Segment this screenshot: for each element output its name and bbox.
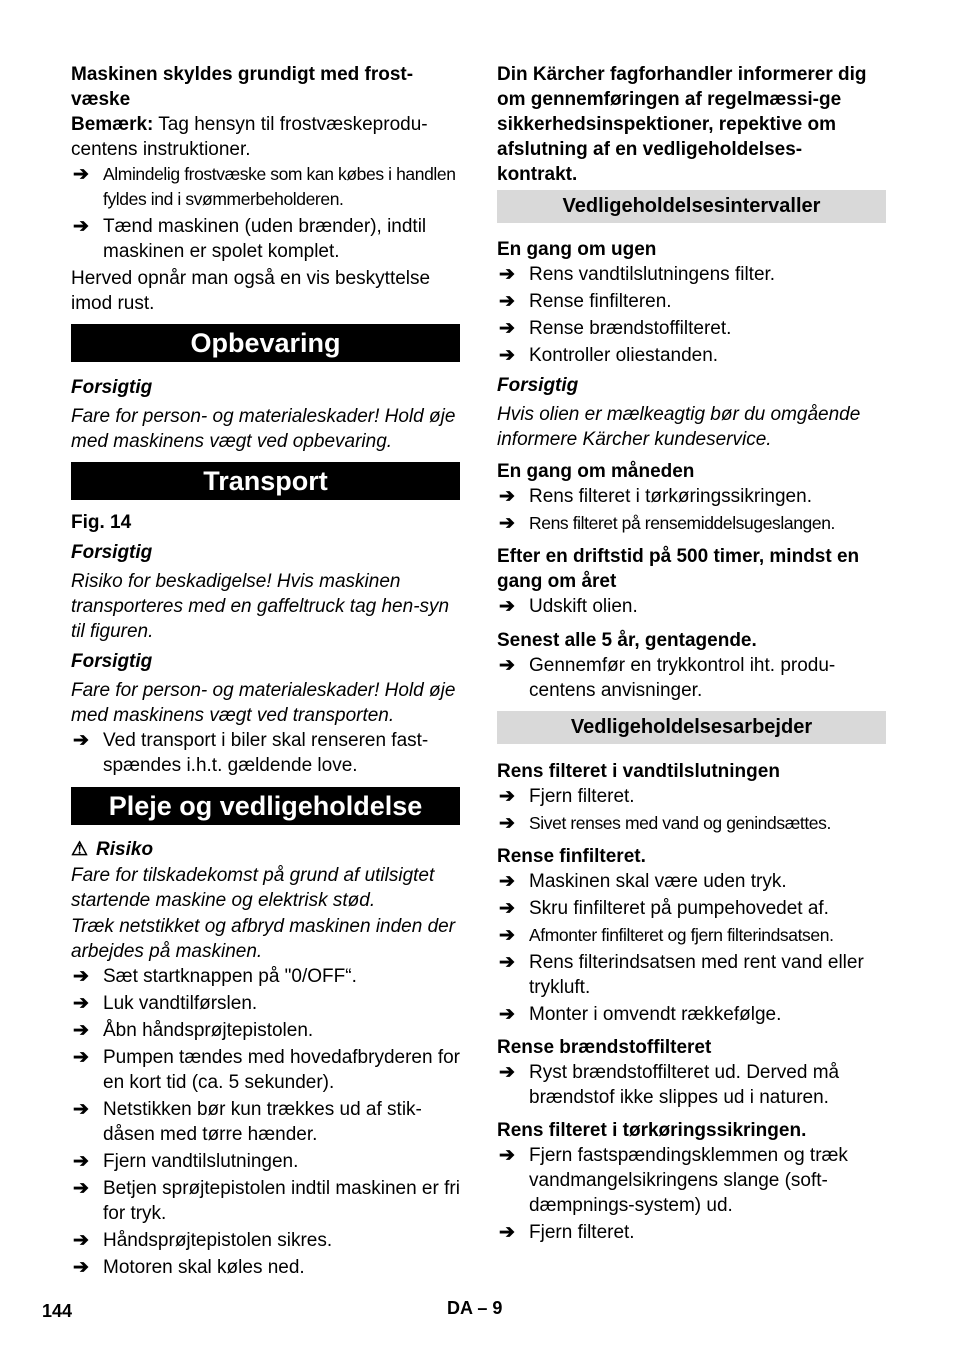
- section-heading-care: Pleje og vedligeholdelse: [71, 787, 460, 825]
- language-code: DA: [447, 1298, 473, 1318]
- list-item-text: Kontroller oliestanden.: [529, 345, 719, 366]
- list-item: [71, 728, 460, 778]
- dealer-paragraph: Din Kärcher fagforhandler informerer dig om gennemføringen af regelmæssi-ge sikkerhedsinspektioner, repektive om afslutning af en vedligeholdelses-kontrakt.: [497, 64, 867, 185]
- list-item-text: Sæt startknappen på "0/OFF“.: [103, 966, 357, 987]
- list-item-text: Maskinen skal være uden tryk.: [529, 871, 787, 892]
- arrow-right-icon: ➔: [499, 264, 515, 285]
- list-item-text: Udskift olien.: [529, 596, 638, 617]
- arrow-right-icon: ➔: [499, 1062, 515, 1083]
- arrow-right-icon: ➔: [73, 164, 89, 185]
- section-heading-work: Vedligeholdelsesarbejder: [497, 711, 886, 744]
- list-item: [71, 1097, 460, 1147]
- list-item-text: Fjern fastspændingsklemmen og træk vandmangelsikringens slange (soft-dæmpnings-system) ud.: [529, 1145, 848, 1216]
- section-page-label: DA – 9: [447, 1298, 503, 1318]
- note-label: Bemærk:: [71, 114, 154, 135]
- arrow-right-icon: ➔: [499, 345, 515, 366]
- risk-text: Fare for tilskadekomst på grund af utilsigtet startende maskine og elektrisk stød.: [71, 865, 435, 911]
- subheading-fine-filter: Rense finfilteret.: [497, 846, 646, 867]
- arrow-right-icon: ➔: [499, 486, 515, 507]
- subheading-5-years: Senest alle 5 år, gentagende.: [497, 630, 757, 651]
- arrow-right-icon: ➔: [73, 730, 89, 751]
- caution-text: Fare for person- og materialeskader! Hold øje med maskinens vægt ved opbevaring.: [71, 406, 456, 452]
- subheading-water-filter: Rens filteret i vandtilslutningen: [497, 761, 780, 782]
- list-item: [71, 162, 460, 212]
- right-column: [497, 62, 886, 1245]
- arrow-right-icon: ➔: [499, 898, 515, 919]
- list-item: [497, 784, 886, 809]
- list-item-text: Fjern vandtilslutningen.: [103, 1151, 299, 1172]
- subheading-500-hours: Efter en driftstid på 500 timer, mindst en gang om året: [497, 546, 860, 592]
- arrow-right-icon: ➔: [73, 966, 89, 987]
- arrow-right-icon: ➔: [499, 1145, 515, 1166]
- list-item-text: Afmonter finfilteret og fjern filterindsatsen.: [529, 925, 834, 945]
- list-item-text: Gennemfør en trykkontrol iht. produ-centens anvisninger.: [529, 655, 836, 701]
- arrow-right-icon: ➔: [73, 1047, 89, 1068]
- frost-title: Maskinen skyldes grundigt med frost-væske: [71, 64, 414, 110]
- arrow-right-icon: ➔: [499, 813, 515, 834]
- subheading-fuel-filter: Rense brændstoffilteret: [497, 1037, 712, 1058]
- list-item-text: Netstikken bør kun trækkes ud af stik-dåsen med tørre hænder.: [103, 1099, 422, 1145]
- list-item: [497, 1002, 886, 1027]
- rust-paragraph: Herved opnår man også en vis beskyttelse imod rust.: [71, 268, 431, 314]
- list-item: [497, 262, 886, 287]
- list-item: [497, 1220, 886, 1245]
- list-item-text: Sivet renses med vand og genindsættes.: [529, 813, 831, 833]
- list-item-text: Ryst brændstoffilteret ud. Derved må brændstof ikke slippes ud i naturen.: [529, 1062, 840, 1108]
- arrow-right-icon: ➔: [499, 1222, 515, 1243]
- arrow-right-icon: ➔: [499, 1004, 515, 1025]
- list-item: [71, 1228, 460, 1253]
- list-item: [497, 289, 886, 314]
- figure-reference: Fig. 14: [71, 512, 132, 533]
- arrow-right-icon: ➔: [499, 513, 515, 534]
- list-item: [497, 1143, 886, 1218]
- list-item: [497, 653, 886, 703]
- list-item-text: Tænd maskinen (uden brænder), indtil maskinen er spolet komplet.: [103, 216, 427, 262]
- list-item: [497, 811, 886, 836]
- arrow-right-icon: ➔: [73, 1099, 89, 1120]
- list-item-text: Rense brændstoffilteret.: [529, 318, 732, 339]
- list-item-text: Luk vandtilførslen.: [103, 993, 258, 1014]
- risk-label: Risiko: [96, 839, 154, 860]
- list-item-text: Pumpen tændes med hovedafbryderen for en kort tid (ca. 5 sekunder).: [103, 1047, 460, 1093]
- arrow-right-icon: ➔: [499, 871, 515, 892]
- note-paragraph: [71, 112, 461, 162]
- arrow-right-icon: ➔: [499, 291, 515, 312]
- list-item: [497, 594, 886, 619]
- list-item: [71, 1176, 460, 1226]
- arrow-right-icon: ➔: [499, 952, 515, 973]
- list-item-text: Betjen sprøjtepistolen indtil maskinen er fri for tryk.: [103, 1178, 460, 1224]
- left-column: [71, 62, 460, 1280]
- arrow-right-icon: ➔: [499, 318, 515, 339]
- list-item: [71, 1045, 460, 1095]
- list-item: [497, 896, 886, 921]
- list-item-text: Åbn håndsprøjtepistolen.: [103, 1020, 314, 1041]
- list-item-text: Motoren skal køles ned.: [103, 1257, 305, 1278]
- arrow-right-icon: ➔: [73, 216, 89, 237]
- arrow-right-icon: ➔: [73, 993, 89, 1014]
- list-item-text: Rens filteret på rensemiddelsugeslangen.: [529, 513, 835, 533]
- list-item: [71, 991, 460, 1016]
- caution-text: Risiko for beskadigelse! Hvis maskinen transporteres med en gaffeltruck tag hen-syn til figuren.: [71, 571, 450, 642]
- section-heading-transport: Transport: [71, 462, 460, 500]
- caution-label: Forsigtig: [71, 542, 153, 563]
- list-item: [497, 869, 886, 894]
- list-item: [71, 1018, 460, 1043]
- list-item-text: Ved transport i biler skal renseren fast-spændes i.h.t. gældende love.: [103, 730, 429, 776]
- caution-text: Fare for person- og materialeskader! Hold øje med maskinens vægt ved transporten.: [71, 680, 456, 726]
- list-item: [497, 484, 886, 509]
- warning-triangle-icon: ⚠: [71, 839, 89, 860]
- risk-text: Træk netstikket og afbryd maskinen inden der arbejdes på maskinen.: [71, 916, 456, 962]
- caution-label: Forsigtig: [497, 375, 579, 396]
- subheading-weekly: En gang om ugen: [497, 239, 657, 260]
- arrow-right-icon: ➔: [499, 786, 515, 807]
- list-item: [497, 950, 886, 1000]
- list-item: [71, 1149, 460, 1174]
- list-item: [497, 511, 886, 536]
- caution-label: Forsigtig: [71, 651, 153, 672]
- list-item-text: Rens vandtilslutningens filter.: [529, 264, 776, 285]
- arrow-right-icon: ➔: [73, 1151, 89, 1172]
- section-heading-storage: Opbevaring: [71, 324, 460, 362]
- list-item-text: Almindelig frostvæske som kan købes i handlen fyldes ind i svømmerbeholderen.: [103, 164, 456, 209]
- list-item: [71, 964, 460, 989]
- list-item-text: Rens filterindsatsen med rent vand eller trykluft.: [529, 952, 864, 998]
- section-heading-intervals: Vedligeholdelsesintervaller: [497, 190, 886, 223]
- arrow-right-icon: ➔: [73, 1230, 89, 1251]
- arrow-right-icon: ➔: [73, 1020, 89, 1041]
- list-item: [497, 343, 886, 368]
- list-item-text: Håndsprøjtepistolen sikres.: [103, 1230, 333, 1251]
- list-item-text: Rens filteret i tørkøringssikringen.: [529, 486, 812, 507]
- arrow-right-icon: ➔: [73, 1257, 89, 1278]
- list-item-text: Fjern filteret.: [529, 1222, 635, 1243]
- caution-label: Forsigtig: [71, 377, 153, 398]
- list-item: [497, 316, 886, 341]
- list-item-text: Skru finfilteret på pumpehovedet af.: [529, 898, 829, 919]
- arrow-right-icon: ➔: [499, 655, 515, 676]
- list-item-text: Monter i omvendt rækkefølge.: [529, 1004, 782, 1025]
- list-item-text: Fjern filteret.: [529, 786, 635, 807]
- page-number: 144: [42, 1301, 73, 1321]
- subheading-monthly: En gang om måneden: [497, 461, 695, 482]
- risk-heading: [71, 837, 460, 862]
- list-item-text: Rense finfilteren.: [529, 291, 672, 312]
- section-page-number: 9: [492, 1298, 503, 1318]
- caution-text: Hvis olien er mælkeagtig bør du omgående informere Kärcher kundeservice.: [497, 404, 861, 450]
- arrow-right-icon: ➔: [499, 596, 515, 617]
- list-item: [71, 214, 460, 264]
- arrow-right-icon: ➔: [73, 1178, 89, 1199]
- subheading-dry-run-filter: Rens filteret i tørkøringssikringen.: [497, 1120, 807, 1141]
- list-item: [71, 1255, 460, 1280]
- note-text: Tag hensyn til frostvæskeprodu-centens instruktioner.: [71, 114, 428, 160]
- list-item: [497, 923, 886, 948]
- list-item: [497, 1060, 886, 1110]
- arrow-right-icon: ➔: [499, 925, 515, 946]
